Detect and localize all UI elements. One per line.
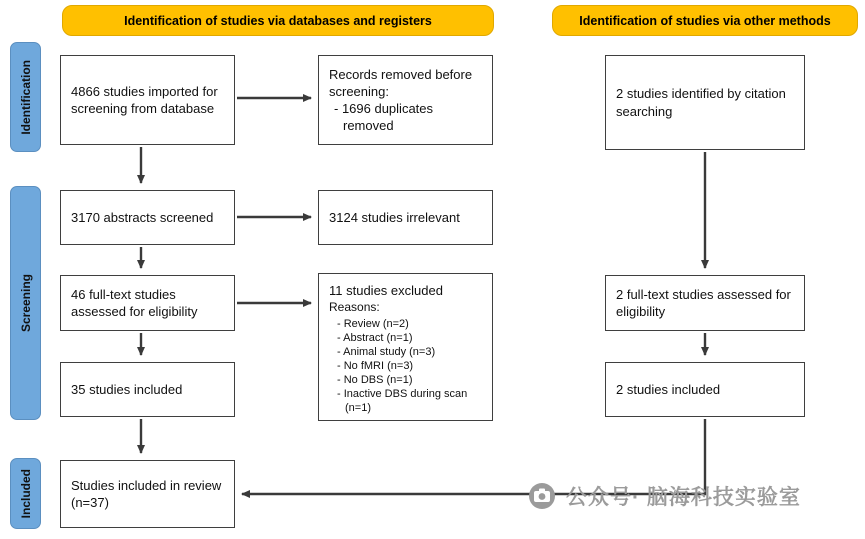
box-citation-identified [605, 55, 805, 150]
box-citation-studies-included [605, 362, 805, 417]
box-records-removed [318, 55, 493, 145]
records-removed-title: Records removed before screening: [329, 66, 473, 99]
stage-screening-label: Screening [18, 273, 33, 333]
studies-excluded-reasons-label: Reasons: [329, 300, 380, 315]
excluded-reason-item: - No fMRI (n=3) [337, 360, 414, 373]
header-databases-registers-label: Identification of studies via databases and registers [124, 13, 432, 28]
camera-logo-icon [527, 481, 557, 511]
stage-screening [10, 186, 41, 420]
box-abstracts-screened-text: 3170 abstracts screened [71, 209, 214, 225]
box-review-included-text: Studies included in review (n=37) [71, 477, 222, 510]
box-studies-included-text: 35 studies included [71, 381, 183, 397]
box-studies-irrelevant [318, 190, 493, 245]
box-review-included [60, 460, 235, 528]
stage-identification-label: Identification [18, 59, 33, 135]
box-citation-fulltext-assessed-text: 2 full-text studies assessed for eligibility [616, 286, 791, 319]
box-studies-irrelevant-text: 3124 studies irrelevant [329, 209, 460, 225]
stage-included [10, 458, 41, 529]
watermark-text: 公众号· 脑海科技实验室 [566, 486, 801, 509]
excluded-reason-item: - Abstract (n=1) [337, 332, 413, 345]
box-fulltext-assessed-text: 46 full-text studies assessed for eligibility [71, 286, 198, 319]
box-citation-studies-included-text: 2 studies included [616, 381, 721, 397]
box-studies-included [60, 362, 235, 417]
box-citation-identified-text: 2 studies identified by citation searching [616, 86, 786, 119]
studies-excluded-title: 11 studies excluded [329, 283, 443, 298]
header-other-methods [552, 5, 858, 36]
box-citation-fulltext-assessed [605, 275, 805, 331]
header-databases-registers [62, 5, 494, 36]
excluded-reason-item: - Inactive DBS during scan (n=1) [337, 388, 468, 415]
box-abstracts-screened [60, 190, 235, 245]
box-studies-excluded [318, 273, 493, 421]
box-studies-imported [60, 55, 235, 145]
excluded-reason-item: - Animal study (n=3) [337, 346, 436, 359]
stage-identification [10, 42, 41, 152]
excluded-reason-item: - No DBS (n=1) [337, 374, 413, 387]
watermark [527, 481, 801, 511]
excluded-reason-item: - Review (n=2) [337, 317, 409, 330]
stage-included-label: Included [18, 468, 33, 519]
box-fulltext-assessed [60, 275, 235, 331]
header-other-methods-label: Identification of studies via other methods [579, 13, 831, 28]
box-studies-imported-text: 4866 studies imported for screening from database [71, 83, 218, 116]
records-removed-item: - 1696 duplicates removed [334, 101, 434, 134]
